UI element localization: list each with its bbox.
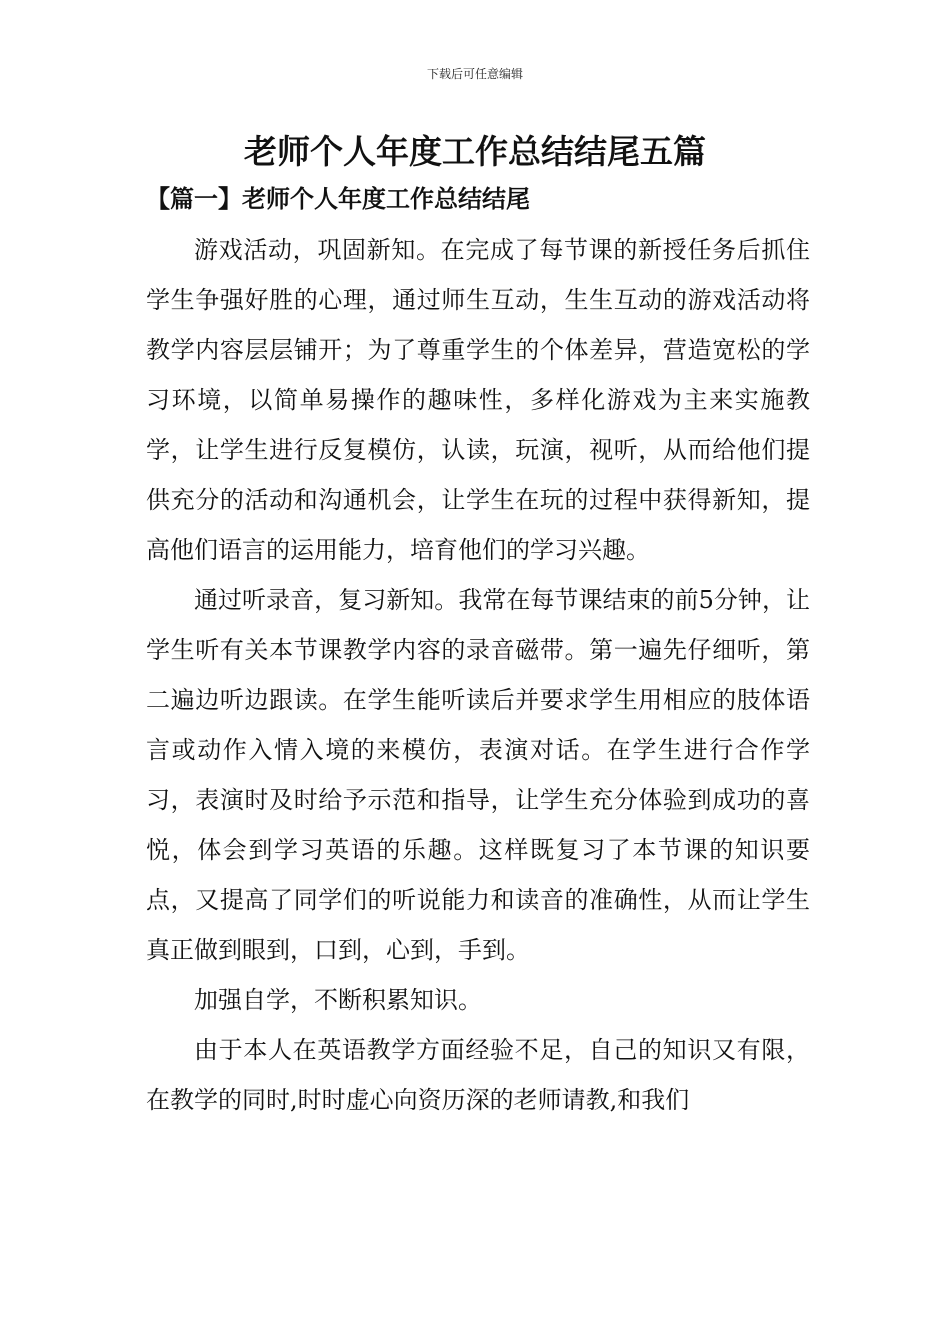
document-body: [146, 225, 810, 1125]
paragraph-1: 游戏活动，巩固新知。在完成了每节课的新授任务后抓住学生争强好胜的心理，通过师生互动，生生互动的游戏活动将教学内容层层铺开；为了尊重学生的个体差异，营造宽松的学习环境，以简单易操作的趣味性，多样化游戏为主来实施教学，让学生进行反复模仿，认读，玩演，视听，从而给他们提供充分的活动和沟通机会，让学生在玩的过程中获得新知，提高他们语言的运用能力，培育他们的学习兴趣。: [146, 236, 810, 564]
document-title: 老师个人年度工作总结结尾五篇: [244, 132, 706, 171]
paragraph-2: 通过听录音，复习新知。我常在每节课结束的前5分钟，让学生听有关本节课教学内容的录音磁带。第一遍先仔细听，第二遍边听边跟读。在学生能听读后并要求学生用相应的肢体语言或动作入情入境的来模仿，表演对话。在学生进行合作学习，表演时及时给予示范和指导，让学生充分体验到成功的喜悦，体会到学习英语的乐趣。这样既复习了本节课的知识要点，又提高了同学们的听说能力和读音的准确性，从而让学生真正做到眼到，口到，心到，手到。: [146, 586, 810, 964]
paragraph-4: 由于本人在英语教学方面经验不足，自己的知识又有限，在教学的同时,时时虚心向资历深的老师请教,和我们: [146, 1036, 810, 1114]
section-heading: 【篇一】老师个人年度工作总结结尾: [146, 184, 530, 213]
paragraph-3: 加强自学，不断积累知识。: [194, 986, 482, 1014]
header-note: 下载后可任意编辑: [426, 67, 523, 81]
